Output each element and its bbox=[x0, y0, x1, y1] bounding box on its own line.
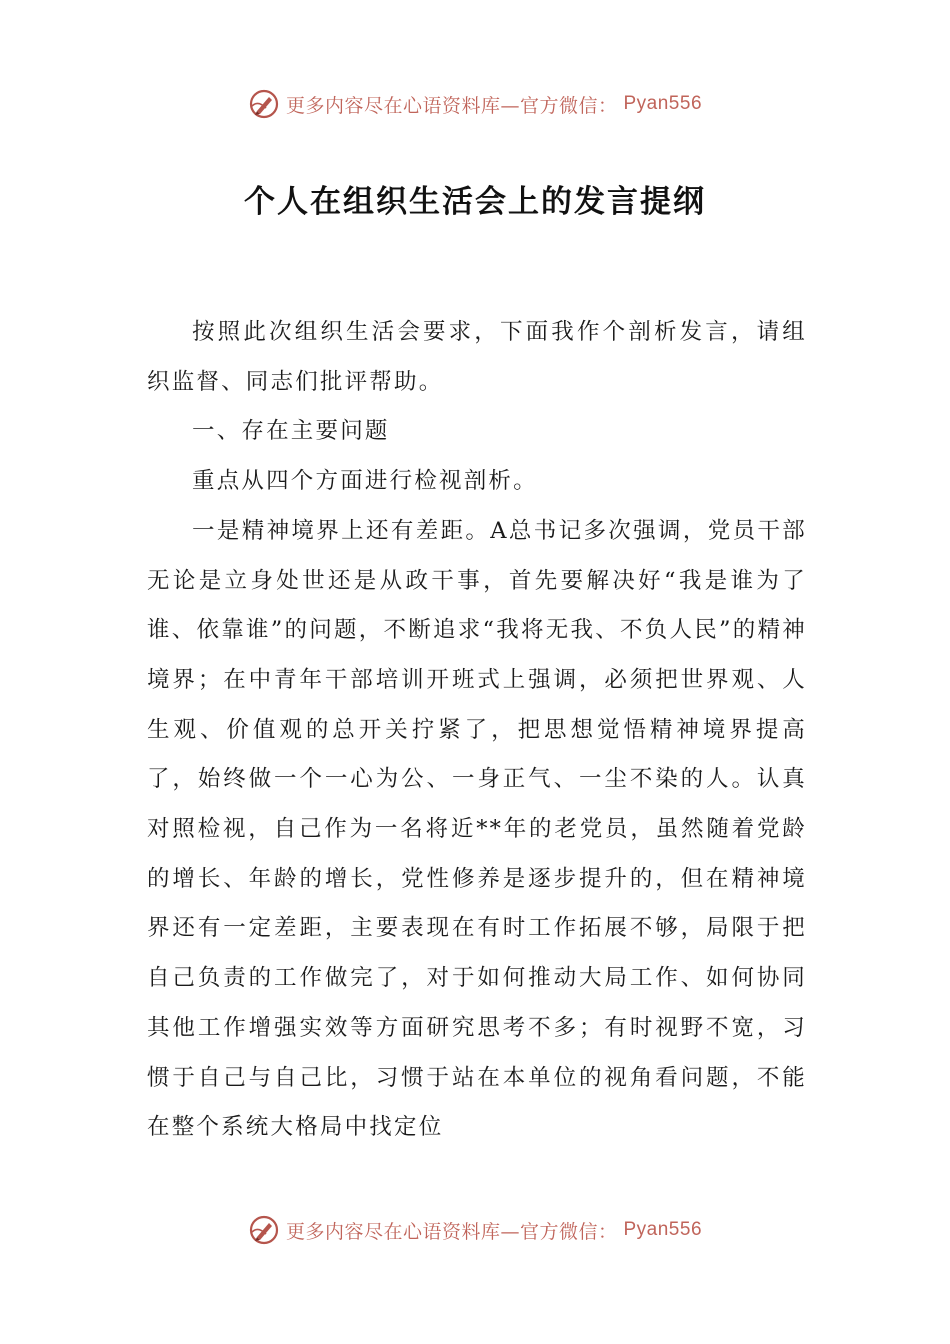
watermark-text: 更多内容尽在心语资料库—官方微信： bbox=[285, 94, 618, 117]
paragraph-intro: 按照此次组织生活会要求，下面我作个剖析发言，请组织监督、同志们批评帮助。 bbox=[147, 319, 807, 395]
header-watermark bbox=[0, 84, 950, 124]
document-title: 个人在组织生活会上的发言提纲 bbox=[244, 184, 706, 220]
watermark-wechat-id: Pyan556 bbox=[623, 93, 703, 114]
watermark-text: 更多内容尽在心语资料库—官方微信： bbox=[285, 1220, 618, 1243]
pen-logo-icon bbox=[248, 88, 280, 120]
pen-logo-icon bbox=[248, 1214, 280, 1246]
document-body bbox=[147, 308, 807, 1153]
paragraph-overview: 重点从四个方面进行检视剖析。 bbox=[192, 468, 538, 495]
section-heading: 一、存在主要问题 bbox=[192, 418, 390, 445]
watermark-wechat-id: Pyan556 bbox=[623, 1219, 703, 1240]
footer-watermark bbox=[0, 1210, 950, 1250]
paragraph-point-one: 一是精神境界上还有差距。A总书记多次强调，党员干部无论是立身处世还是从政干事，首先要解决好“我是谁为了谁、依靠谁”的问题，不断追求“我将无我、不负人民”的精神境界；在中青年干部培训开班式上强调，必须把世界观、人生观、价值观的总开关拧紧了，把思想觉悟精神境界提高了，始终做一个一心为公、一身正气、一尘不染的人。认真对照检视，自己作为一名将近**年的老党员，虽然随着党龄的增长、年龄的增长，党性修养是逐步提升的，但在精神境界还有一定差距，主要表现在有时工作拓展不够，局限于把自己负责的工作做完了，对于如何推动大局工作、如何协同其他工作增强实效等方面研究思考不多；有时视野不宽，习惯于自己与自己比，习惯于站在本单位的视角看问题，不能在整个系统大格局中找定位 bbox=[147, 517, 807, 1141]
